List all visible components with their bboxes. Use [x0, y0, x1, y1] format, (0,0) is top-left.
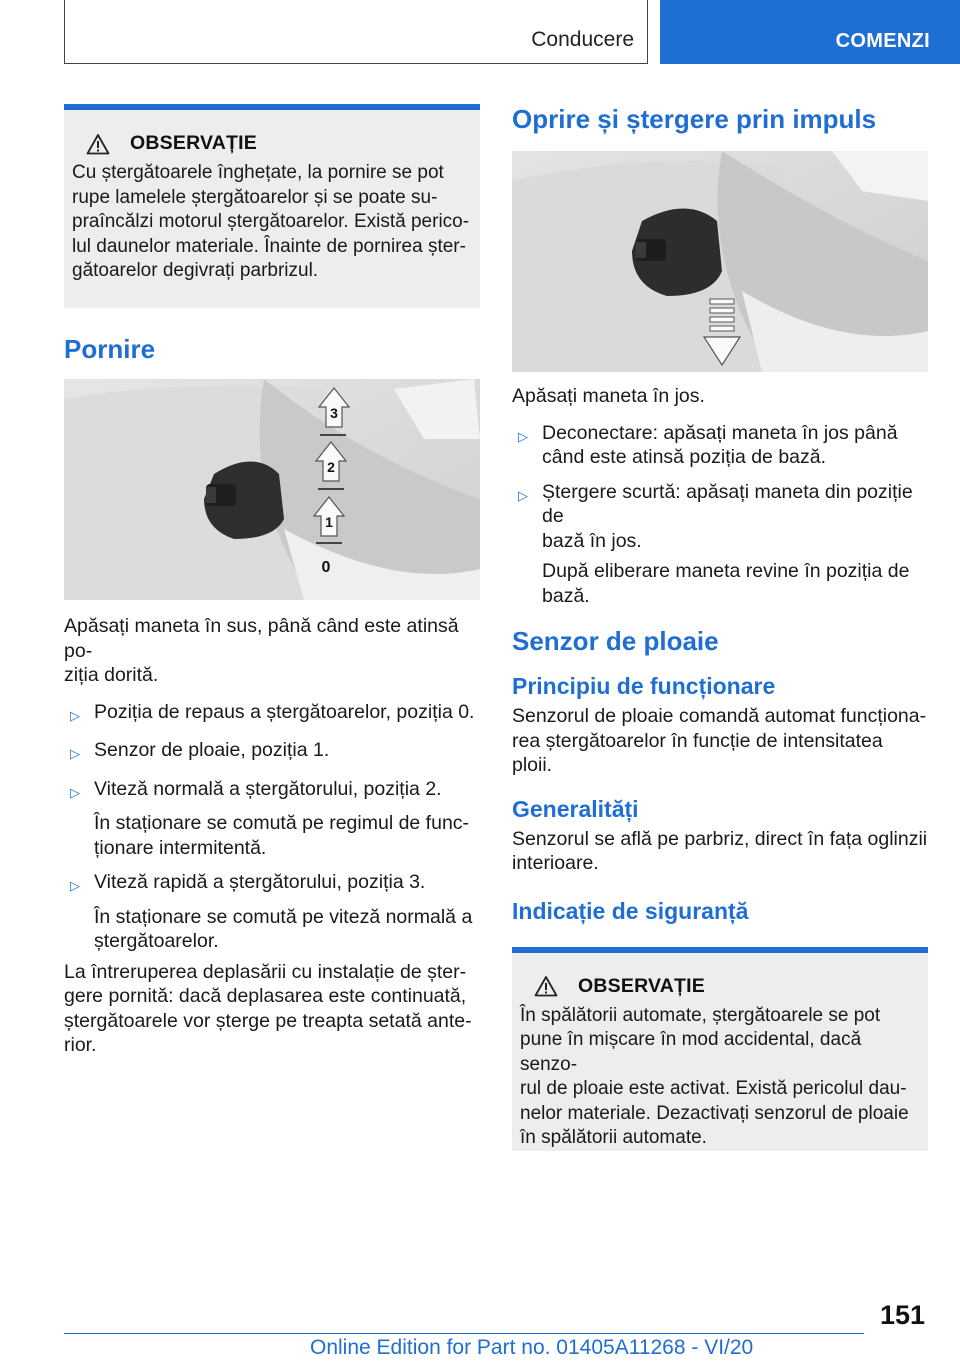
- note-line: ționare intermitentă.: [94, 836, 267, 859]
- warning-line: rupe lamelele ștergătoarelor și se poate su-: [72, 186, 438, 208]
- list-item-text: Viteză normală a ștergătorului, poziția 2.: [94, 777, 442, 800]
- outro-paragraph: [64, 960, 480, 1058]
- list-item-text: Senzor de ploaie, poziția 1.: [94, 739, 330, 761]
- warning-line: În spălătorii automate, ștergătoarele se pot: [520, 1004, 881, 1026]
- warning-line: pune în mișcare în mod accidental, dacă senzo-: [520, 1029, 862, 1075]
- warning-line: nelor materiale. Dezactivați senzorul de ploaie: [520, 1102, 909, 1124]
- list-item-text: Viteză rapidă a ștergătorului, poziția 3.: [94, 871, 426, 893]
- outro-line: gere pornită: dacă deplasarea este continuată,: [64, 985, 467, 1007]
- bullet-triangle-icon: ▷: [70, 707, 80, 723]
- position-list: [64, 700, 480, 954]
- warning-title: OBSERVAȚIE: [578, 974, 705, 997]
- warning-line: praîncălzi motorul ștergătoarelor. Există perico-: [72, 211, 470, 232]
- lever-up-illustration: [64, 379, 480, 600]
- list-item-note: [542, 559, 928, 608]
- header-tab[interactable]: [660, 0, 960, 64]
- header-tab-label: COMENZI: [835, 30, 930, 52]
- list-item: [512, 480, 928, 554]
- outro-line: rior.: [64, 1034, 97, 1056]
- outro-line: ștergătoarele vor șterge pe treapta setată ante-: [64, 1009, 472, 1032]
- warning-line: lul daunelor materiale. Înainte de pornirea șter-: [72, 235, 466, 257]
- paragraph-line: interioare.: [512, 852, 599, 874]
- list-item: [64, 870, 480, 899]
- page-number: 151: [880, 1300, 926, 1330]
- position-mark-3: 3: [330, 405, 338, 421]
- position-mark-2: 2: [327, 459, 335, 475]
- left-column: [64, 104, 480, 1058]
- warning-triangle-icon: [86, 133, 110, 155]
- principiu-paragraph: [512, 704, 928, 778]
- bullet-triangle-icon: ▷: [70, 784, 80, 800]
- header-section: [64, 0, 648, 64]
- footer-divider: [64, 1333, 864, 1334]
- list-line: Ștergere scurtă: apăsați maneta din poziție de: [542, 480, 913, 527]
- list-line: când este atinsă poziția de bază.: [542, 446, 827, 468]
- paragraph-line: Senzorul se află pe parbriz, direct în fața oglinzii: [512, 827, 928, 850]
- warning-title: OBSERVAȚIE: [130, 132, 257, 154]
- list-item-note: [94, 905, 480, 954]
- section-heading-oprire: Oprire și ștergere prin impuls: [512, 104, 877, 134]
- position-mark-1: 1: [325, 514, 333, 530]
- list-item-note: [94, 811, 480, 860]
- warning-header: [86, 132, 470, 155]
- bullet-triangle-icon: ▷: [70, 746, 80, 761]
- list-item-text: Poziția de repaus a ștergătoarelor, poziția 0.: [94, 700, 475, 723]
- footer-edition-text: Online Edition for Part no. 01405A11268 - VI/20: [310, 1336, 754, 1359]
- warning-text: [72, 161, 470, 284]
- position-mark-0: 0: [321, 559, 331, 576]
- right-intro: Apăsați maneta în jos.: [512, 385, 705, 407]
- bullet-triangle-icon: ▷: [518, 428, 528, 444]
- intro-line: ziția dorită.: [64, 664, 159, 686]
- note-line: În staționare se comută pe regimul de func-: [94, 812, 470, 834]
- list-item: [64, 700, 480, 729]
- bullet-triangle-icon: ▷: [518, 487, 528, 503]
- warning-header: [534, 975, 918, 998]
- warning-line: Cu ștergătoarele înghețate, la pornire se pot: [72, 162, 444, 183]
- right-column: [512, 104, 928, 1151]
- bullet-triangle-icon: ▷: [70, 878, 80, 893]
- subheading-principiu: Principiu de funcționare: [512, 673, 776, 699]
- warning-line: gătoarelor degivrați parbrizul.: [72, 260, 319, 281]
- wiper-lever-up-photo: [64, 379, 480, 600]
- paragraph-line: rea ștergătoarelor în funcție de intensitatea ploii.: [512, 729, 883, 776]
- note-line: ștergătoarelor.: [94, 930, 219, 952]
- list-item-text: [542, 480, 928, 554]
- impulse-list: [512, 421, 928, 609]
- note-line: După eliberare maneta revine în poziția de: [542, 560, 910, 582]
- subheading-generalitati: Generalități: [512, 795, 639, 822]
- warning-box: [64, 104, 480, 308]
- note-line: bază.: [542, 584, 590, 607]
- warning-line: în spălătorii automate.: [520, 1127, 707, 1148]
- position-marks-overlay: [300, 385, 360, 585]
- warning-line: rul de ploaie este activat. Există pericolul dau-: [520, 1078, 907, 1099]
- warning-text: [520, 1004, 918, 1151]
- section-heading-pornire: Pornire: [64, 334, 156, 364]
- paragraph-line: Senzorul de ploaie comandă automat funcționa-: [512, 705, 927, 727]
- generalitati-paragraph: [512, 827, 928, 876]
- list-item: [512, 421, 928, 470]
- wiper-lever-down-photo: [512, 151, 928, 372]
- list-line: bază în jos.: [542, 529, 642, 552]
- note-line: În staționare se comută pe viteză normală a: [94, 905, 473, 928]
- warning-box: [512, 947, 928, 1151]
- intro-paragraph: [64, 614, 480, 688]
- section-heading-senzor: Senzor de ploaie: [512, 626, 719, 656]
- list-item-text: [542, 421, 898, 470]
- subheading-indicatie: Indicație de siguranță: [512, 897, 749, 924]
- header-section-label: Conducere: [531, 28, 634, 51]
- list-line: Deconectare: apăsați maneta în jos până: [542, 421, 898, 444]
- list-item: [64, 738, 480, 767]
- list-item: [64, 777, 480, 806]
- intro-line: Apăsați maneta în sus, până când este atinsă po-: [64, 615, 459, 662]
- outro-line: La întreruperea deplasării cu instalație de șter-: [64, 960, 467, 983]
- lever-down-illustration: [512, 151, 928, 372]
- warning-triangle-icon: [534, 975, 558, 997]
